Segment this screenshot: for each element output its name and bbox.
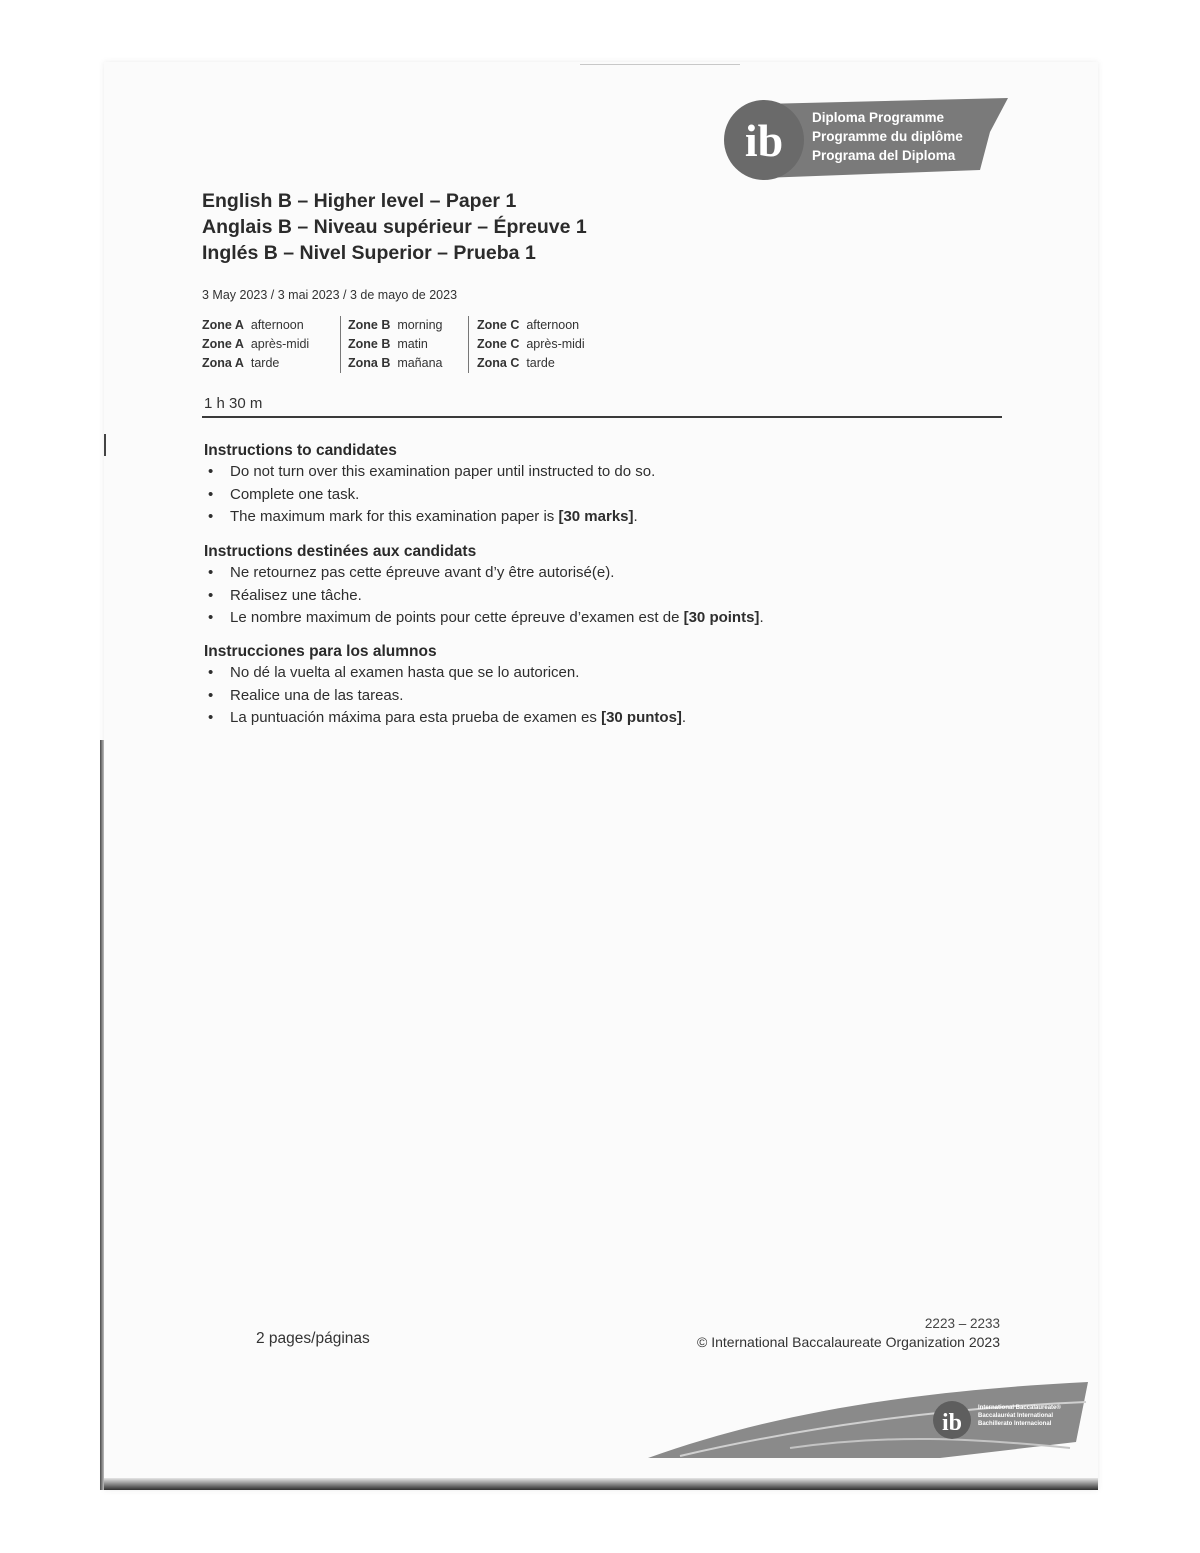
sheet-bottom-shadow: [104, 1478, 1098, 1490]
zone-time: tarde: [250, 356, 280, 370]
zone-label: Zone C: [477, 318, 520, 332]
zone-column-a: [202, 316, 309, 373]
footer-logo-line: Bachillerato Internacional: [978, 1421, 1052, 1427]
instructions-english: [204, 440, 964, 529]
title-en: English B – Higher level – Paper 1: [202, 190, 517, 212]
logo-line-es: Programa del Diploma: [812, 148, 956, 163]
title-es: Inglés B – Nivel Superior – Prueba 1: [202, 242, 536, 264]
zone-label: Zona B: [348, 356, 391, 370]
zone-label: Zone A: [202, 318, 244, 332]
instructions-heading: Instructions destinées aux candidats: [204, 543, 477, 560]
divider: [202, 416, 1002, 418]
margin-mark: [104, 434, 106, 456]
exam-sheet: [104, 62, 1098, 1490]
zone-label: Zone B: [348, 337, 391, 351]
exam-duration: 1 h 30 m: [204, 395, 263, 412]
sheet-edge-shadow: [100, 740, 104, 1490]
instructions-spanish: [204, 641, 964, 730]
zone-time: afternoon: [250, 318, 304, 332]
list-item: • Realice una de las tareas.: [208, 686, 404, 704]
top-crease-line: [580, 64, 740, 65]
exam-date: 3 May 2023 / 3 mai 2023 / 3 de mayo de 2023: [202, 288, 458, 302]
footer-logo-line: International Baccalaureate®: [978, 1405, 1061, 1411]
zone-time: afternoon: [526, 318, 580, 332]
zone-label: Zona A: [202, 356, 244, 370]
ib-logo-text: [812, 108, 963, 165]
list-item: • Le nombre maximum de points pour cette épreuve d’examen est de [30 points].: [208, 609, 764, 626]
ib-glyph: ib: [744, 115, 784, 166]
title-fr: Anglais B – Niveau supérieur – Épreuve 1: [202, 216, 587, 238]
list-item: • The maximum mark for this examination paper is [30 marks].: [208, 508, 638, 525]
zone-time: après-midi: [250, 337, 310, 351]
instructions-french: [204, 541, 964, 630]
copyright: © International Baccalaureate Organization 2023: [697, 1334, 1000, 1350]
zone-time: mañana: [397, 356, 443, 370]
exam-titles: [202, 188, 587, 266]
zone-label: Zona C: [477, 356, 520, 370]
footer-logo-text: [978, 1404, 1061, 1428]
paper-code: 2223 – 2233: [924, 1316, 1000, 1331]
list-item: • Ne retournez pas cette épreuve avant d’y être autorisé(e).: [208, 564, 615, 581]
list-item: • La puntuación máxima para esta prueba de examen es [30 puntos].: [208, 709, 687, 726]
zone-time: matin: [397, 337, 428, 351]
list-item: • Do not turn over this examination paper until instructed to do so.: [208, 463, 656, 480]
list-item: • Complete one task.: [208, 485, 360, 503]
list-item: • No dé la vuelta al examen hasta que se lo autoricen.: [208, 664, 580, 681]
instructions-heading: Instructions to candidates: [204, 442, 397, 459]
instructions-heading: Instrucciones para los alumnos: [204, 643, 437, 660]
zone-label: Zone B: [348, 318, 391, 332]
zone-time: morning: [397, 318, 443, 332]
logo-line-fr: Programme du diplôme: [812, 129, 963, 144]
zone-label: Zone C: [477, 337, 520, 351]
zone-column-b: [340, 316, 443, 373]
logo-line-en: Diploma Programme: [812, 110, 945, 125]
page-count: 2 pages/páginas: [256, 1330, 370, 1347]
zone-label: Zone A: [202, 337, 244, 351]
zone-time: tarde: [526, 356, 555, 370]
footer-logo-line: Baccalauréat International: [978, 1413, 1054, 1419]
zone-time: après-midi: [526, 337, 585, 351]
list-item: • Réalisez une tâche.: [208, 586, 362, 604]
footer-ib-glyph: ib: [941, 1410, 963, 1436]
zone-column-c: [468, 316, 585, 373]
